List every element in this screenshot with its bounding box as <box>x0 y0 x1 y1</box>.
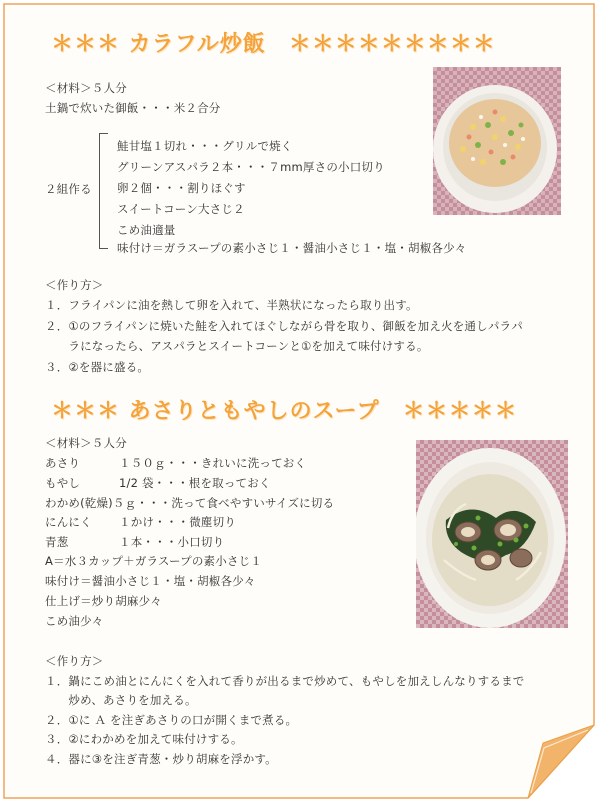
recipe1-ingredient: スイートコーン大さじ２ <box>117 202 245 216</box>
recipe2-step: １．鍋にこめ油とにんにくを入れて香りが出るまで炒めて、もやしを加えしんなりするまで <box>45 674 525 688</box>
recipe1-group-label: ２組作る <box>45 182 92 196</box>
recipe1-method-header: ＜作り方＞ <box>45 278 104 292</box>
recipe1-ingredient: グリーンアスパラ２本・・・７mm厚さの小口切り <box>117 160 385 174</box>
recipe2-ingredient-name: 青葱 <box>45 535 69 549</box>
recipe1-title: ＊＊＊ カラフル炒飯 ＊＊＊＊＊＊＊＊＊ <box>51 32 496 57</box>
recipe2-extra: 仕上げ＝炒り胡麻少々 <box>45 594 162 608</box>
recipe-page <box>3 3 595 799</box>
recipe2-step: ３．②にわかめを加えて味付けする。 <box>45 732 243 746</box>
recipe1-step: ３．②を器に盛る。 <box>45 360 150 374</box>
recipe2-step: ４．器に③を注ぎ青葱・炒り胡麻を浮かす。 <box>45 752 277 766</box>
recipe2-ingredient-detail: １かけ・・・微塵切り <box>119 515 236 529</box>
ingredient-bracket <box>99 133 100 249</box>
recipe1-ingredient: 味付け＝ガラスープの素小さじ１・醤油小さじ１・塩・胡椒各少々 <box>117 241 467 255</box>
recipe1-ingredient: 鮭甘塩１切れ・・・グリルで焼く <box>117 139 293 153</box>
recipe2-ingredient-detail: １本・・・小口切り <box>119 535 225 549</box>
recipe1-materials-header: ＜材料＞５人分 <box>45 81 127 95</box>
recipe2-ingredient-name: にんにく <box>45 515 92 529</box>
recipe2-ingredient-detail: １５０ｇ・・・きれいに洗っておく <box>119 456 307 470</box>
recipe2-extra: A＝水３カップ＋ガラスープの素小さじ１ <box>45 554 263 568</box>
recipe2-materials-header: ＜材料＞５人分 <box>45 436 127 450</box>
recipe2-extra: こめ油少々 <box>45 614 104 628</box>
recipe2-method-header: ＜作り方＞ <box>45 654 104 668</box>
recipe1-ingredient: 卵２個・・・割りほぐす <box>117 181 246 195</box>
recipe2-extra: 味付け＝醤油小さじ１・塩・胡椒各少々 <box>45 574 256 588</box>
recipe1-step: ２．①のフライパンに焼いた鮭を入れてほぐしながら骨を取り、御飯を加え火を通しパラパ <box>45 319 523 333</box>
recipe1-ingredient: こめ油適量 <box>117 223 176 237</box>
recipe1-step: １．フライパンに油を熱して卵を入れて、半熟状になったら取り出す。 <box>45 298 418 312</box>
recipe2-step: 炒め、あさりを加える。 <box>45 693 197 707</box>
recipe2-ingredient-detail: 1/2 袋・・・根を取っておく <box>119 476 271 490</box>
recipe2-ingredient-name: あさり <box>45 456 81 470</box>
fried-rice-photo <box>433 67 561 215</box>
recipe2-ingredient-name: もやし <box>45 476 81 490</box>
recipe1-step: ラになったら、アスパラとスイートコーンと①を加えて味付けする。 <box>45 339 429 353</box>
recipe2-title: ＊＊＊ あさりともやしのスープ ＊＊＊＊＊ <box>51 399 518 424</box>
recipe2-step: ２．①に Ａ を注ぎあさりの口が開くまで煮る。 <box>45 713 298 727</box>
recipe2-ingredient-name: わかめ(乾燥)５ｇ・・・洗って食べやすいサイズに切る <box>45 496 335 510</box>
recipe1-rice: 土鍋で炊いた御飯・・・米２合分 <box>45 101 221 115</box>
clam-soup-photo <box>416 440 568 628</box>
